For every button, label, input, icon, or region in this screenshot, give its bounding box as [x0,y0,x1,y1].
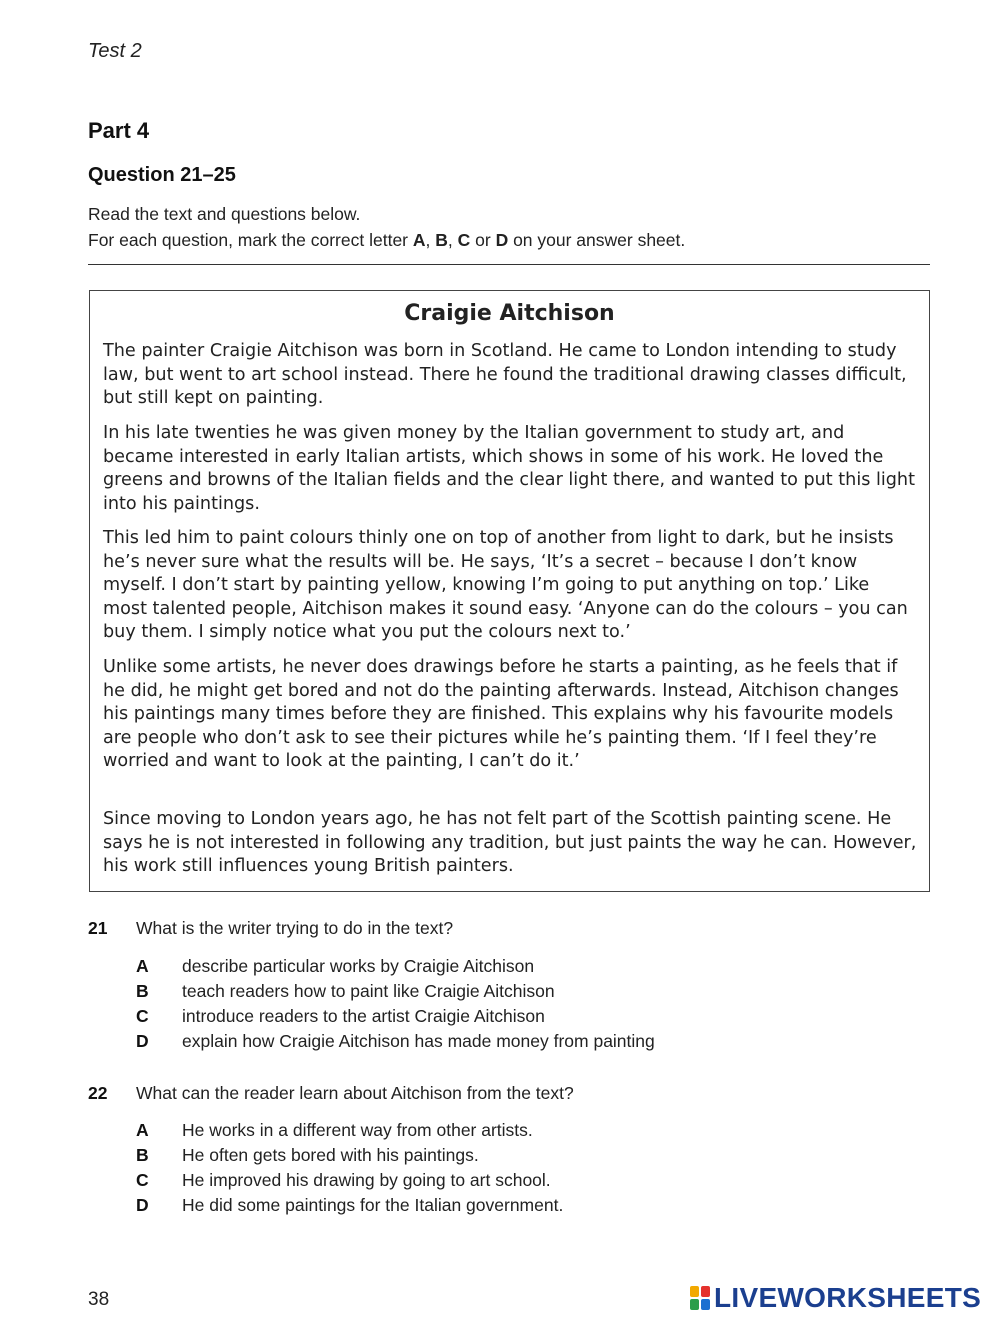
page-number: 38 [88,1289,110,1310]
option-text[interactable]: He improved his drawing by going to art school. [182,1170,551,1190]
letter-c: C [457,230,471,250]
instruction-text: on your answer sheet. [508,230,686,250]
letter-a: A [412,230,426,250]
question-number: 21 [88,918,108,938]
option-letter[interactable]: B [136,981,149,1001]
question-text: What is the writer trying to do in the text? [136,918,454,938]
option-text[interactable]: describe particular works by Craigie Aitchison [182,956,535,976]
article-paragraph: Since moving to London years ago, he has not felt part of the Scottish painting scene. He says he is not interested in following any tradition, but just paints the way he can. However, his work still influences young British painters. [103,809,917,876]
logo-square [690,1286,699,1297]
letter-d: D [495,230,509,250]
instruction-text: For each question, mark the correct letter [88,230,413,250]
option-text[interactable]: He works in a different way from other artists. [182,1120,533,1140]
option-text[interactable]: He did some paintings for the Italian government. [182,1195,564,1215]
question-range: Question 21–25 [88,164,236,186]
instruction-line-2 [88,230,685,251]
option-letter[interactable]: B [136,1145,149,1165]
separator: or [470,230,496,250]
article-title: Craigie Aitchison [404,301,615,326]
option-letter[interactable]: A [136,956,149,976]
question-number: 22 [88,1083,108,1103]
separator: , [425,230,436,250]
instruction-line-1: Read the text and questions below. [88,204,361,224]
liveworksheets-logo-icon [690,1286,710,1310]
article-paragraph: This led him to paint colours thinly one on top of another from light to dark, but he insists he’s never sure what the results will be. He says, ‘It’s a secret – because I don’t know myself. I don’t start by painting yellow, knowing I’m going to put anything on top.’ Like most talented people, Aitchison makes it sound easy. ‘Anyone can do the colours – you can buy them. I simply notice what you put the colours next to.’ [103,528,908,642]
option-letter[interactable]: C [136,1170,149,1190]
option-letter[interactable]: D [136,1195,149,1215]
option-letter[interactable]: D [136,1031,149,1051]
liveworksheets-logo[interactable] [690,1283,981,1313]
article-paragraph: In his late twenties he was given money by the Italian government to study art, and became interested in early Italian artists, which shows in some of his work. He loved the greens and browns of the Italian fields and the clear light there, and wanted to put this light into his paintings. [103,423,915,514]
reading-text-box [89,290,930,892]
logo-square [701,1299,710,1310]
logo-wordmark: LIVEWORKSHEETS [714,1282,982,1313]
separator: , [447,230,458,250]
question-text: What can the reader learn about Aitchison from the text? [136,1083,574,1103]
letter-b: B [435,230,448,250]
divider-rule [88,264,930,265]
option-text[interactable]: teach readers how to paint like Craigie Aitchison [182,981,555,1001]
option-text[interactable]: introduce readers to the artist Craigie Aitchison [182,1006,545,1026]
part-title: Part 4 [88,118,150,143]
logo-square [690,1299,699,1310]
article-paragraph: The painter Craigie Aitchison was born in Scotland. He came to London intending to study law, but went to art school instead. There he found the traditional drawing classes difficult, but still kept on painting. [103,341,907,408]
option-text[interactable]: explain how Craigie Aitchison has made money from painting [182,1031,655,1051]
option-letter[interactable]: A [136,1120,149,1140]
option-letter[interactable]: C [136,1006,149,1026]
logo-square [701,1286,710,1297]
option-text[interactable]: He often gets bored with his paintings. [182,1145,479,1165]
running-title: Test 2 [88,40,142,62]
article-paragraph: Unlike some artists, he never does drawings before he starts a painting, as he feels that if he did, he might get bored and not do the painting afterwards. Instead, Aitchison changes his paintings many times before they are finished. This explains why his favourite models are people who don’t ask to see their pictures while he’s painting them. ‘If I feel they’re worried and want to look at the painting, I can’t do it.’ [103,657,899,771]
